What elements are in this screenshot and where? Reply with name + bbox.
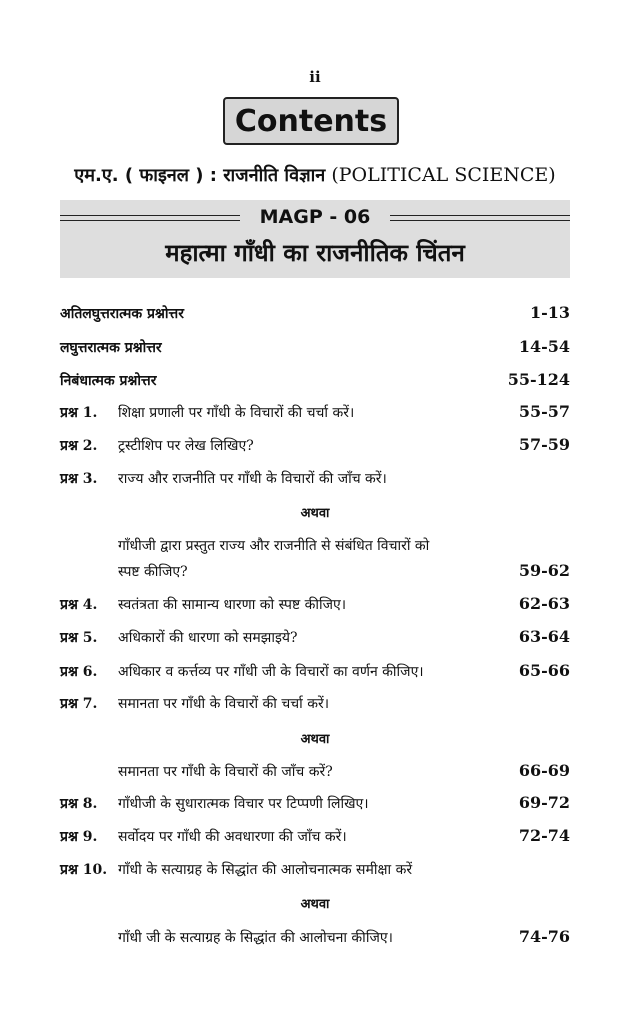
question-text: गाँधीजी द्वारा प्रस्तुत राज्य और राजनीति से संबंधित विचारों को — [118, 538, 430, 554]
page-range: 66-69 — [518, 761, 570, 780]
question-text: ट्रस्टीशिप पर लेख लिखिए? — [118, 438, 254, 454]
question-label: प्रश्न 10. — [60, 862, 108, 878]
question-label: प्रश्न 1. — [60, 405, 98, 421]
toc-question[interactable] — [60, 627, 570, 647]
question-text: अधिकारों की धारणा को समझाइये? — [118, 630, 298, 646]
question-label: प्रश्न 9. — [60, 829, 98, 845]
question-text: स्पष्ट कीजिए? — [118, 564, 188, 580]
question-text: राज्य और राजनीति पर गाँधी के विचारों की जाँच करें। — [118, 471, 387, 487]
page-range: 55-124 — [507, 370, 570, 389]
page-range: 59-62 — [518, 561, 570, 580]
question-label: प्रश्न 5. — [60, 630, 98, 646]
question-label: प्रश्न 6. — [60, 664, 98, 680]
page-range: 63-64 — [518, 627, 570, 646]
question-text: शिक्षा प्रणाली पर गाँधी के विचारों की चर्चा करें। — [118, 405, 355, 421]
page-range: 74-76 — [518, 927, 570, 946]
toc-question[interactable] — [60, 402, 570, 422]
question-text: समानता पर गाँधी के विचारों की जाँच करें? — [118, 764, 333, 780]
question-label: प्रश्न 3. — [60, 471, 98, 487]
question-text: गाँधीजी के सुधारात्मक विचार पर टिप्पणी लिखिए। — [118, 796, 369, 812]
section-title: लघुत्तरात्मक प्रश्नोत्तर — [60, 340, 162, 356]
toc-question[interactable] — [60, 860, 570, 879]
toc-question[interactable] — [60, 826, 570, 846]
toc-section[interactable] — [60, 337, 570, 357]
toc-question[interactable] — [60, 793, 570, 813]
page-number: ii — [309, 68, 321, 86]
page-range: 55-57 — [518, 402, 570, 421]
toc-question[interactable] — [60, 561, 570, 581]
question-label: प्रश्न 7. — [60, 696, 98, 712]
toc-question[interactable] — [60, 594, 570, 614]
question-label: प्रश्न 8. — [60, 796, 98, 812]
question-text: समानता पर गाँधी के विचारों की चर्चा करें। — [118, 696, 330, 712]
question-text: सर्वोदय पर गाँधी की अवधारणा की जाँच करें। — [118, 829, 347, 845]
toc-question[interactable] — [60, 694, 570, 713]
page-range: 69-72 — [518, 793, 570, 812]
section-title: निबंधात्मक प्रश्नोत्तर — [60, 373, 157, 389]
question-text: स्वतंत्रता की सामान्य धारणा को स्पष्ट कीजिए। — [118, 597, 347, 613]
page-range: 62-63 — [518, 594, 570, 613]
or-separator: अथवा — [300, 732, 330, 747]
toc-section[interactable] — [60, 303, 570, 323]
course-subtitle — [0, 163, 630, 187]
page-range: 14-54 — [518, 337, 570, 356]
toc-question[interactable] — [60, 469, 570, 488]
question-text: अधिकार व कर्त्तव्य पर गाँधी जी के विचारों का वर्णन कीजिए। — [118, 664, 424, 680]
toc-question[interactable] — [60, 536, 570, 555]
toc-question[interactable] — [60, 761, 570, 781]
or-separator: अथवा — [300, 506, 330, 521]
or-separator: अथवा — [300, 897, 330, 912]
page-range: 72-74 — [518, 826, 570, 845]
subtitle-english: (POLITICAL SCIENCE) — [331, 164, 556, 186]
page-range: 57-59 — [518, 435, 570, 454]
question-text: गाँधी के सत्याग्रह के सिद्धांत की आलोचनात्मक समीक्षा करें — [118, 862, 413, 878]
subtitle-hindi: एम.ए. ( फाइनल ) : राजनीति विज्ञान — [74, 165, 326, 186]
question-label: प्रश्न 4. — [60, 597, 98, 613]
toc-question[interactable] — [60, 435, 570, 455]
paper-title: महात्मा गाँधी का राजनीतिक चिंतन — [165, 239, 465, 267]
contents-heading: Contents — [223, 97, 399, 145]
page-range: 1-13 — [529, 303, 570, 322]
toc-section[interactable] — [60, 370, 570, 390]
toc-question[interactable] — [60, 927, 570, 947]
question-label: प्रश्न 2. — [60, 438, 98, 454]
paper-banner — [60, 200, 570, 278]
paper-code: MAGP - 06 — [259, 206, 371, 228]
section-title: अतिलघुत्तरात्मक प्रश्नोत्तर — [60, 306, 184, 322]
toc-question[interactable] — [60, 661, 570, 681]
page-range: 65-66 — [518, 661, 570, 680]
question-text: गाँधी जी के सत्याग्रह के सिद्धांत की आलोचना कीजिए। — [118, 930, 393, 946]
